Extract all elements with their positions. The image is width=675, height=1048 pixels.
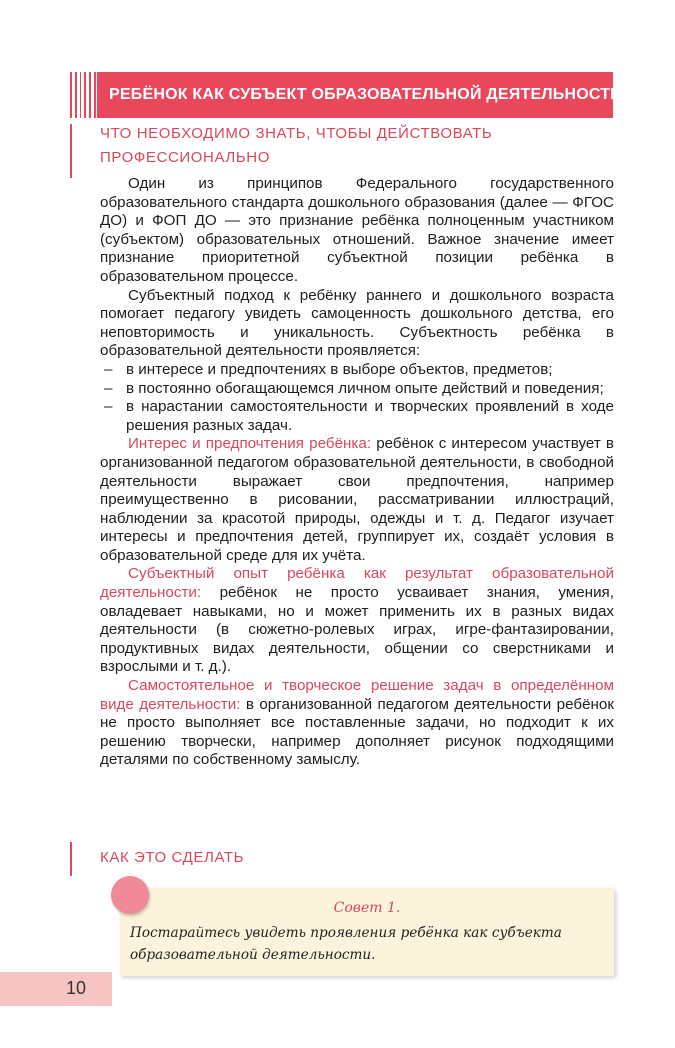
section-title-line2: ПРОФЕССИОНАЛЬНО <box>100 149 271 166</box>
paragraph-1: Один из принципов Федерального государственного образовательного стандарта дошкольного образования (далее — ФГОС ДО) и ФОП ДО — это признание ребёнка полноценным участником (субъектом) образовательных отношений. Важное значение имеет признание приоритетной субъектной позиции ребёнка в образовательном процессе. <box>100 175 614 285</box>
list-item: – в постоянно обогащающемся личном опыте действий и поведения; <box>104 379 604 397</box>
paragraph-2: Субъектный подход к ребёнку раннего и дошкольного возраста помогает педагогу увидеть самоценность дошкольного детства, его неповторимость и уникальность. Субъектность ребёнка в образовательной деятельности проявляется: <box>100 286 614 360</box>
tip-title: Совет 1. <box>333 900 401 916</box>
list <box>100 361 614 435</box>
list-item: – в нарастании самостоятельности и творческих проявлений в ходе решения разных задач. <box>104 398 614 434</box>
chapter-title: РЕБЁНОК КАК СУБЪЕКТ ОБРАЗОВАТЕЛЬНОЙ ДЕЯТЕЛЬНОСТИ <box>109 86 622 103</box>
section2-marker-line <box>70 842 72 876</box>
highlight-term: Интерес и предпочтения ребёнка: <box>128 435 372 453</box>
paragraph-5: Самостоятельное и творческое решение задач в определённом виде деятельности: в организованной педагогом деятельности ребёнок не просто выполняет все поставленные задачи, но подходит к их решению творчески, например дополняет рисунок подходящими деталями по собственному замыслу. <box>100 677 614 769</box>
highlight-term: Субъектный опыт ребёнка как результат образовательной деятельности: <box>100 565 614 602</box>
paragraph-3: Интерес и предпочтения ребёнка: ребёнок с интересом участвует в организованной педагогом образовательной деятельности, в свободной деятельности выражает свои предпочтения, например преимущественно в рисовании, рассматривании иллюстраций, наблюдении за красотой природы, одежды и т. д. Педагог изучает интересы и предпочтения детей, группирует их, создаёт условия в образовательной среде для их учёта. <box>100 435 614 564</box>
paragraph-4: Субъектный опыт ребёнка как результат образовательной деятельности: ребёнок не просто усваивает знания, умения, овладевает навыками, но и может применить их в разных видах деятельности (в сюжетно-ролевых играх, игре-фантазировании, продуктивных видах деятельности, общении со сверстниками и взрослыми и т. д.). <box>100 565 614 676</box>
dash-marker: – <box>104 398 113 416</box>
main-text <box>100 175 614 770</box>
page-number-tab <box>0 972 112 1006</box>
section-title-line1: ЧТО НЕОБХОДИМО ЗНАТЬ, ЧТОБЫ ДЕЙСТВОВАТЬ <box>100 125 493 142</box>
list-item: – в интересе и предпочтениях в выборе объектов, предметов; <box>104 360 553 378</box>
tip-circle-icon <box>111 876 149 914</box>
page-number: 10 <box>66 978 87 998</box>
section-title <box>100 122 492 170</box>
tip-box <box>120 888 614 976</box>
header-stripes <box>70 72 96 118</box>
section2-title: КАК ЭТО СДЕЛАТЬ <box>100 849 245 866</box>
dash-marker: – <box>104 360 113 378</box>
dash-marker: – <box>104 379 113 397</box>
tip-text: Постарайтесь увидеть проявления ребёнка как субъекта образовательной деятельности. <box>130 925 562 963</box>
chapter-header <box>97 72 622 118</box>
section-marker-line <box>70 124 72 178</box>
highlight-term: Самостоятельное и творческое решение задач в определённом виде деятельности: <box>100 677 614 713</box>
